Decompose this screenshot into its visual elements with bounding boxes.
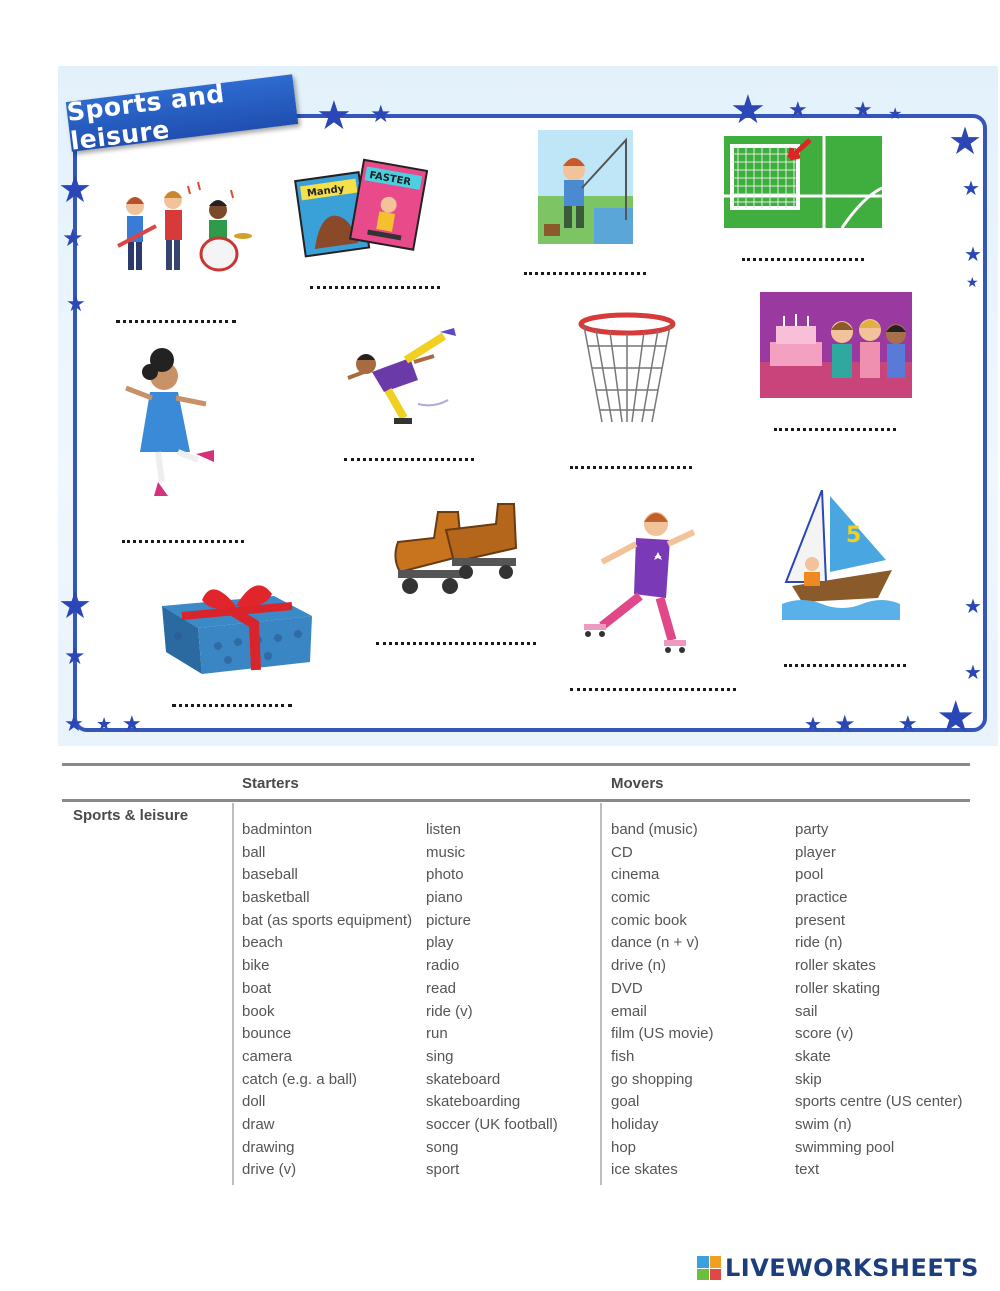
star-icon: ★ [58, 583, 93, 627]
star-icon: ★ [966, 275, 979, 291]
footer-brand-text: LIVEWORKSHEETS [725, 1254, 979, 1282]
section-label: Sports & leisure [73, 807, 189, 824]
word-item: boat [242, 979, 272, 997]
star-icon: ★ [948, 119, 983, 163]
word-item: draw [242, 1115, 275, 1133]
band-illustration [113, 176, 253, 276]
svg-text:FASTER: FASTER [368, 170, 412, 189]
word-item: bounce [242, 1025, 292, 1043]
word-item: comic book [611, 911, 687, 929]
star-icon: ★ [316, 93, 352, 139]
star-icon: ★ [898, 712, 918, 737]
star-icon: ★ [64, 712, 84, 737]
svg-text:5: 5 [846, 523, 862, 548]
header-starters: Starters [242, 775, 299, 792]
worksheet-panel [58, 66, 998, 746]
fishing-illustration [538, 130, 633, 244]
word-item: cinema [611, 866, 660, 884]
star-icon: ★ [788, 98, 808, 123]
answer-blank [570, 688, 736, 691]
word-item: skateboard [426, 1070, 501, 1088]
word-item: song [426, 1138, 459, 1156]
word-item: roller skating [795, 979, 881, 997]
star-icon: ★ [122, 712, 142, 737]
word-item: film (US movie) [611, 1025, 714, 1043]
word-item: email [611, 1002, 647, 1020]
word-item: fish [611, 1047, 635, 1065]
star-icon: ★ [853, 98, 873, 123]
movers-column-1 [611, 819, 714, 1182]
word-item: dance (n + v) [611, 934, 699, 952]
word-item: read [426, 979, 457, 997]
word-item: ball [242, 843, 266, 861]
word-item: baseball [242, 866, 298, 884]
word-item: doll [242, 1093, 266, 1111]
word-item: camera [242, 1047, 293, 1065]
star-icon: ★ [888, 104, 903, 123]
word-item: party [795, 821, 829, 838]
word-item: skip [795, 1070, 822, 1088]
word-item: player [795, 843, 836, 861]
answer-blank [524, 272, 646, 275]
word-item: goal [611, 1093, 640, 1111]
word-item: piano [426, 889, 463, 907]
liveworksheets-logo-icon [697, 1256, 721, 1280]
word-item: radio [426, 957, 460, 975]
answer-blank [116, 320, 236, 323]
answer-blank [774, 428, 896, 431]
word-item: bat (as sports equipment) [242, 911, 413, 929]
word-item: present [795, 911, 846, 929]
word-item: drive (v) [242, 1161, 297, 1179]
word-item: band (music) [611, 821, 698, 838]
star-icon: ★ [730, 87, 766, 133]
answer-blank [122, 540, 244, 543]
word-item: music [426, 843, 466, 861]
word-item: score (v) [795, 1025, 854, 1043]
footer-brand[interactable] [697, 1254, 979, 1282]
word-item: soccer (UK football) [426, 1115, 558, 1133]
answer-blank [742, 258, 864, 261]
word-item: ride (n) [795, 934, 843, 952]
sailing-illustration [782, 490, 900, 620]
basketball-hoop-illustration [578, 312, 676, 426]
word-item: listen [426, 821, 462, 838]
worksheet-title: Sports and leisure [65, 78, 227, 156]
word-item: photo [426, 866, 464, 884]
party-illustration [760, 292, 912, 398]
word-item: catch (e.g. a ball) [242, 1070, 358, 1088]
star-icon: ★ [370, 100, 392, 128]
word-item: sports centre (US center) [795, 1093, 963, 1111]
word-item: CD [611, 843, 633, 861]
skating-illustration [344, 322, 464, 436]
word-item: roller skates [795, 957, 876, 975]
word-item: practice [795, 889, 848, 907]
star-icon: ★ [964, 594, 982, 618]
roller-skating-illustration [572, 506, 712, 660]
star-icon: ★ [964, 660, 982, 684]
word-item: DVD [611, 979, 643, 997]
word-item: ride (v) [426, 1002, 473, 1020]
word-item: run [426, 1025, 448, 1043]
word-item: bike [242, 957, 270, 975]
word-item: go shopping [611, 1070, 693, 1088]
word-item: skateboarding [426, 1093, 521, 1111]
star-icon: ★ [962, 176, 980, 200]
star-icon: ★ [936, 692, 976, 743]
present-illustration [158, 566, 316, 678]
word-item: ice skates [611, 1161, 678, 1179]
word-item: picture [426, 911, 472, 929]
column-divider [232, 803, 234, 1185]
word-item: badminton [242, 821, 313, 838]
star-icon: ★ [834, 710, 856, 738]
word-item: basketball [242, 889, 310, 907]
star-icon: ★ [62, 224, 84, 252]
svg-text:Mandy: Mandy [306, 183, 346, 200]
answer-blank [570, 466, 692, 469]
star-icon: ★ [964, 242, 982, 266]
answer-blank [784, 664, 906, 667]
word-item: swim (n) [795, 1115, 852, 1133]
word-item: comic [611, 889, 651, 907]
word-item: drawing [242, 1138, 295, 1156]
word-item: pool [795, 866, 824, 884]
movers-column-2 [795, 819, 963, 1182]
starters-column-2 [426, 819, 558, 1182]
star-icon: ★ [96, 714, 113, 735]
column-divider [600, 803, 602, 1185]
word-item: skate [795, 1047, 831, 1065]
word-item: hop [611, 1138, 637, 1156]
word-item: sport [426, 1161, 460, 1179]
word-item: swimming pool [795, 1138, 895, 1156]
roller-skates-illustration [388, 502, 520, 600]
starters-column-1 [242, 819, 412, 1182]
header-movers: Movers [611, 775, 664, 792]
word-item: book [242, 1002, 275, 1020]
answer-blank [344, 458, 474, 461]
word-item: holiday [611, 1115, 659, 1133]
word-item: beach [242, 934, 283, 952]
dancing-illustration [118, 342, 228, 502]
table-top-rule [62, 763, 970, 766]
goal-illustration [724, 136, 882, 228]
answer-blank [376, 642, 536, 645]
word-item: sail [795, 1002, 818, 1020]
comics-illustration [294, 158, 428, 258]
star-icon: ★ [64, 642, 86, 670]
answer-blank [310, 286, 440, 289]
star-icon: ★ [66, 292, 86, 317]
table-header-rule [62, 799, 970, 802]
word-item: sing [426, 1047, 454, 1065]
word-item: play [426, 934, 454, 952]
word-item: drive (n) [611, 957, 667, 975]
star-icon: ★ [804, 712, 822, 736]
star-icon: ★ [58, 167, 93, 211]
answer-blank [172, 704, 292, 707]
word-item: text [795, 1161, 820, 1179]
